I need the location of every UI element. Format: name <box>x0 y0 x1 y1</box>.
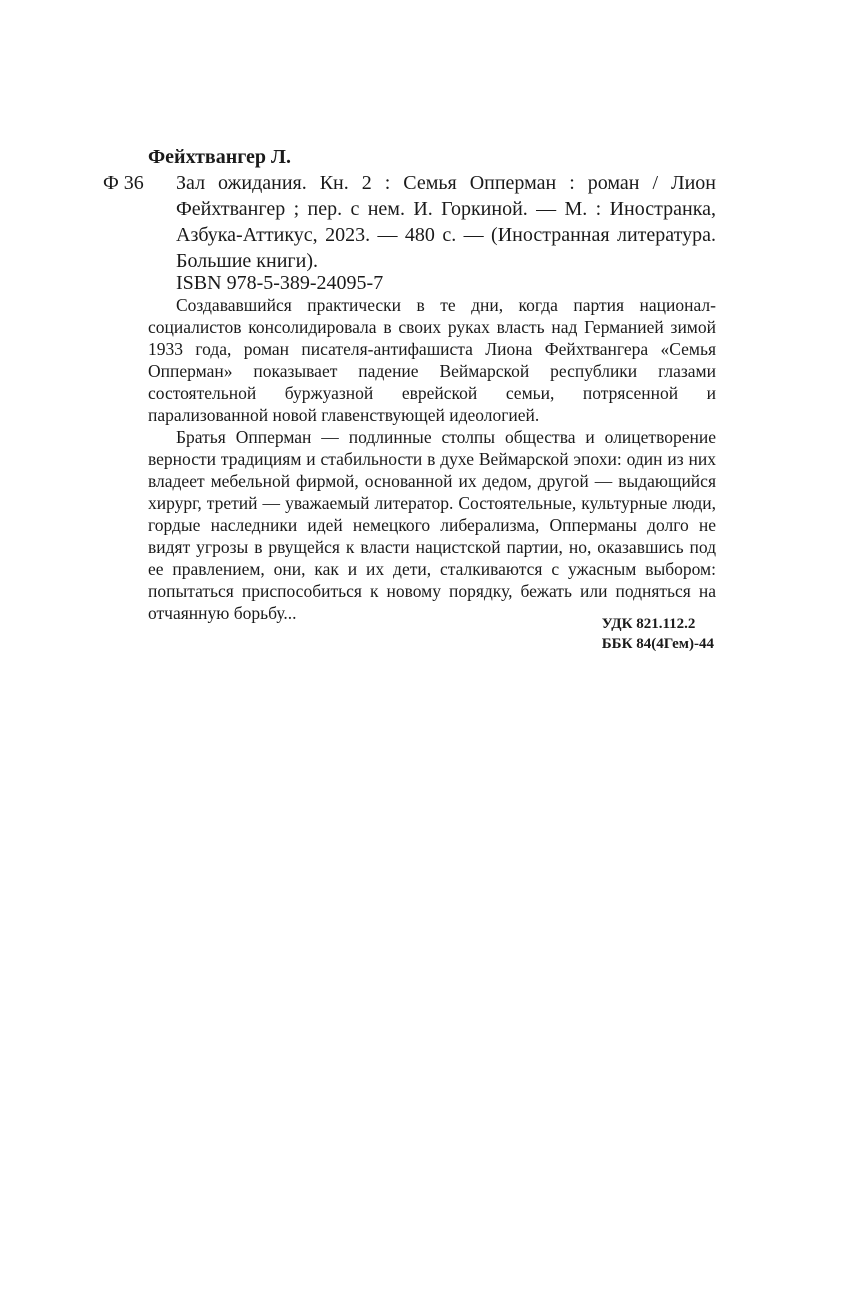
author-sign-code: Ф 36 <box>103 172 144 194</box>
udk-code: УДК 821.112.2 <box>601 616 696 632</box>
classification-block <box>602 614 714 654</box>
author-heading: Фейхтвангер Л. <box>148 146 291 168</box>
annotation <box>148 294 716 624</box>
annotation-paragraph: Создававшийся практически в те дни, когда партия национал-социалистов консолидировала в своих руках власть над Германией зимой 1933 года, роман писателя-антифашиста Лиона Фейхтвангера «Семья Опперман» показывает падение Веймарской республики глазами состоятельной буржуазной еврейской семьи, потрясенной и парализованной новой главенствующей идеологией. <box>148 295 716 425</box>
isbn-number: ISBN 978-5-389-24095-7 <box>176 272 384 294</box>
bbk-code: ББК 84(4Гем)-44 <box>601 636 714 652</box>
bibliographic-description: Зал ожидания. Кн. 2 : Семья Опперман : роман / Лион Фейхтвангер ; пер. с нем. И. Горкиной. — М. : Иностранка, Азбука-Аттикус, 2023. — 480 с. — (Иностранная литература. Большие книги). <box>176 172 716 272</box>
annotation-paragraph: Братья Опперман — подлинные столпы общества и олицетворение верности традициям и стабильности в духе Веймарской эпохи: один из них владеет мебельной фирмой, основанной их дедом, другой — выдающийся хирург, третий — уважаемый литератор. Состоятельные, культурные люди, гордые наследники идей немецкого либерализма, Опперманы долго не видят угрозы в рвущейся к власти нацистской партии, но, оказавшись под ее правлением, они, как и их дети, сталкиваются с ужасным выбором: попытаться приспособиться к новому порядку, бежать или подняться на отчаянную борьбу... <box>148 427 716 623</box>
